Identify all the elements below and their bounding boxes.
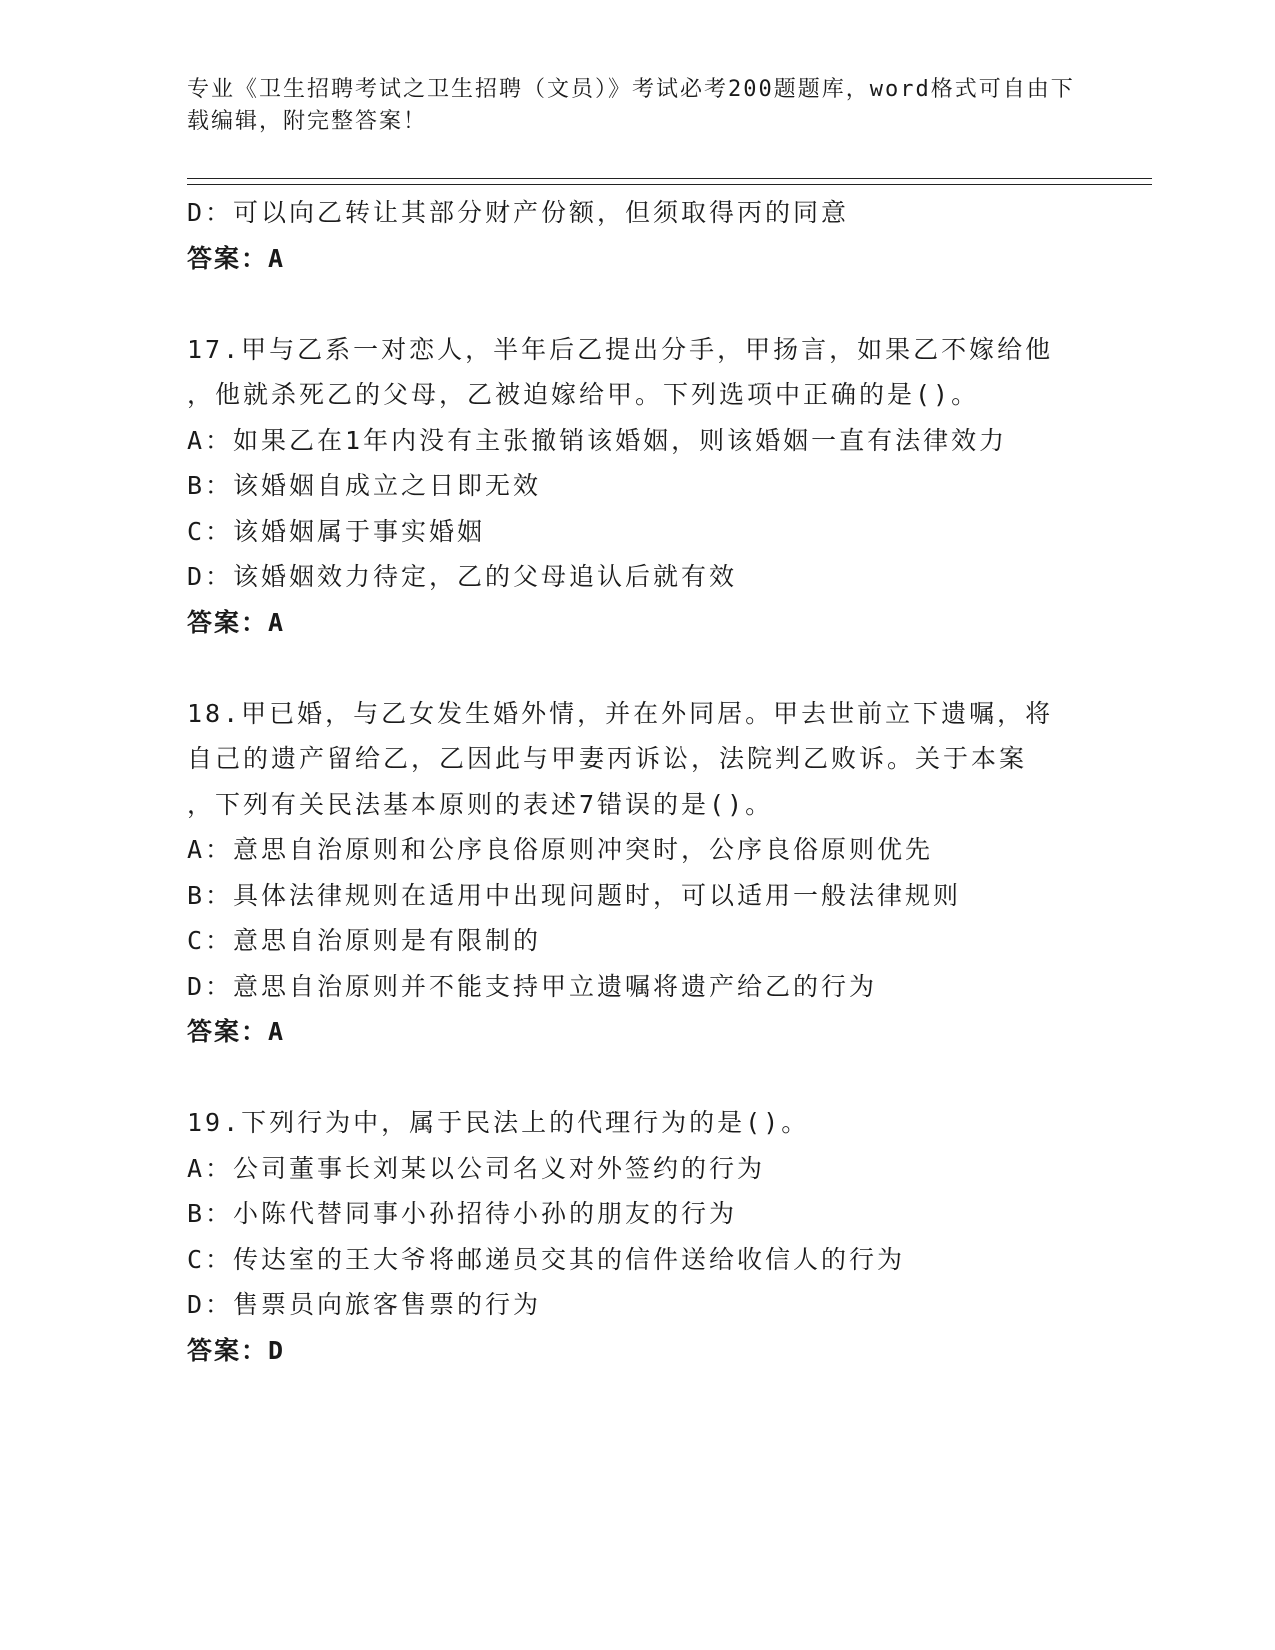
prev-answer: 答案：A [187, 243, 286, 273]
spacer [187, 281, 1067, 327]
question-18 [187, 691, 1067, 1055]
q17-option-a: A：如果乙在1年内没有主张撤销该婚姻，则该婚姻一直有法律效力 [187, 425, 1008, 455]
q19-option-d: D：售票员向旅客售票的行为 [187, 1290, 542, 1319]
q17-stem-line-1: 17.甲与乙系一对恋人，半年后乙提出分手，甲扬言，如果乙不嫁给他 [187, 334, 1054, 364]
q19-stem-line-1: 19.下列行为中，属于民法上的代理行为的是()。 [187, 1108, 810, 1137]
q18-option-d: D：意思自治原则并不能支持甲立遗嘱将遗产给乙的行为 [187, 971, 878, 1001]
q19-option-a: A：公司董事长刘某以公司名义对外签约的行为 [187, 1153, 766, 1183]
header-rule-bottom [187, 184, 1152, 185]
q17-option-c: C：该婚姻属于事实婚姻 [187, 516, 486, 546]
q19-answer: 答案：D [187, 1335, 286, 1365]
q19-option-c: C：传达室的王大爷将邮递员交其的信件送给收信人的行为 [187, 1244, 906, 1274]
q19-option-b: B：小陈代替同事小孙招待小孙的朋友的行为 [187, 1199, 738, 1228]
q18-option-a: A：意思自治原则和公序良俗原则冲突时，公序良俗原则优先 [187, 835, 934, 864]
q17-stem-line-2: ，他就杀死乙的父母，乙被迫嫁给甲。下列选项中正确的是()。 [187, 380, 980, 409]
header-rule-top [187, 178, 1152, 179]
q18-stem-line-1: 18.甲已婚，与乙女发生婚外情，并在外同居。甲去世前立下遗嘱，将 [187, 698, 1054, 728]
header-text: 专业《卫生招聘考试之卫生招聘（文员）》考试必考200题题库，word格式可自由下载编辑，附完整答案！ [187, 77, 1075, 134]
q17-answer: 答案：A [187, 607, 286, 637]
prev-option-d: D：可以向乙转让其部分财产份额，但须取得丙的同意 [187, 198, 850, 227]
q17-option-b: B：该婚姻自成立之日即无效 [187, 471, 542, 500]
q18-option-b: B：具体法律规则在适用中出现问题时，可以适用一般法律规则 [187, 880, 962, 910]
q18-stem-line-2: 自己的遗产留给乙，乙因此与甲妻丙诉讼，法院判乙败诉。关于本案 [187, 744, 1028, 773]
q17-option-d: D：该婚姻效力待定，乙的父母追认后就有效 [187, 562, 738, 591]
question-content [187, 190, 1067, 1373]
spacer [187, 1055, 1067, 1101]
question-17 [187, 327, 1067, 646]
q18-answer: 答案：A [187, 1017, 286, 1046]
spacer [187, 645, 1067, 691]
q18-stem-line-3: ，下列有关民法基本原则的表述7错误的是()。 [187, 789, 774, 819]
q18-option-c: C：意思自治原则是有限制的 [187, 926, 542, 955]
question-19 [187, 1100, 1067, 1373]
page-header [187, 74, 1087, 138]
